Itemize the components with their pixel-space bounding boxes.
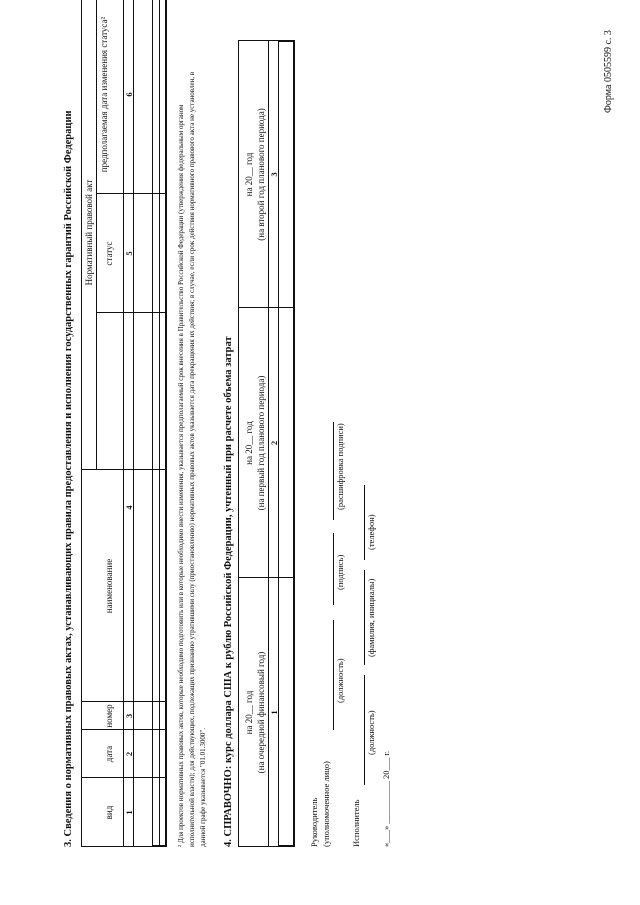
head-label-sub: (уполномоченное лицо): [321, 761, 331, 847]
executor-label: Исполнитель: [351, 799, 361, 847]
year-line: на 20__ год: [244, 421, 254, 465]
year-line: на 20__ год: [244, 152, 254, 197]
head-label: Руководитель: [309, 797, 319, 847]
col-number: 2: [124, 751, 134, 757]
col-number: 6: [124, 92, 134, 97]
group-header-normative-act: Нормативный правовой акт: [84, 179, 94, 286]
section4-title: 4. СПРАВОЧНО: курс доллара США к рублю Российской Федерации, учтенный при расчете объема затрат: [223, 336, 234, 847]
col-number: 5: [124, 251, 134, 256]
col-header-name: наименование: [104, 558, 114, 614]
signature-caption: (подпись): [335, 554, 345, 590]
col-header-status-change-date: предполагаемая дата изменения статуса²: [99, 16, 109, 173]
name-caption: (фамилия, инициалы): [366, 578, 376, 657]
col-header-vid: вид: [104, 805, 114, 820]
col-number: 1: [269, 710, 279, 715]
phone-caption: (телефон): [366, 514, 376, 550]
section3-title: 3. Сведения о нормативных правовых актах, устанавливающих правила предоставления и исполнения государственных гарантий Российской Федерации: [63, 110, 74, 847]
footnote: ² Для проектов нормативных правовых актов, которые необходимо подготовить или в которые необходимо внести изменения, указывается предполагаемый срок внесения в Правительство Российской Федерации (утверждения федеральным органом исполнительной власти); для действующих, подлежащих признанию утратившими силу (приостановлению) нормативных правовых актов указывается дата прекращения их действия; в случае, если срок действия нормативного правового акта не установлен, в данной графе указывается "01.01.3000".: [177, 71, 207, 847]
year-caption: (на первый год планового периода): [256, 375, 266, 511]
col-number: 4: [124, 505, 134, 510]
decoding-caption: (расшифровка подписи): [335, 423, 345, 510]
year-line: на 20__ год: [244, 690, 254, 735]
position-caption: (должность): [335, 658, 345, 703]
col-number: 3: [269, 172, 279, 177]
year-caption: (на очередной финансовый год): [256, 651, 266, 774]
form-label: Форма 0505599 с. 3: [603, 30, 614, 113]
col-number: 2: [269, 440, 279, 446]
date-line: «___» __________ 20___ г.: [381, 750, 391, 847]
col-header-date: дата: [104, 745, 114, 763]
year-caption: (на второй год планового периода): [256, 108, 266, 241]
col-header-number: номер: [104, 704, 114, 728]
col-header-status: статус: [104, 241, 114, 266]
col-number: 1: [124, 810, 134, 815]
executor-position-caption: (должность): [366, 710, 376, 755]
col-number: 3: [124, 713, 134, 719]
